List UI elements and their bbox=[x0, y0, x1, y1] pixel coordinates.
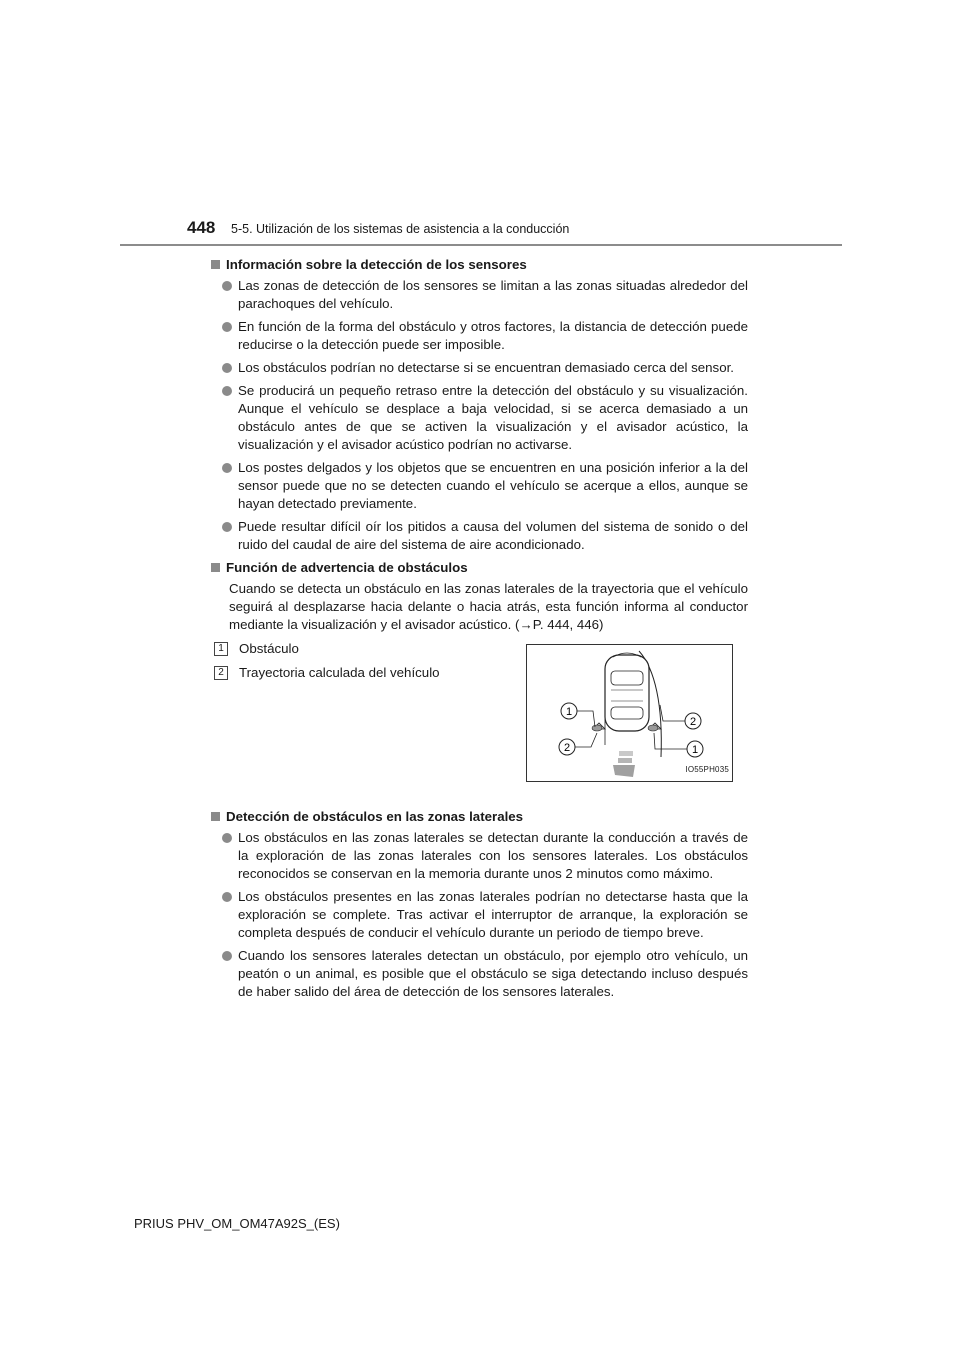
list-item-text: Puede resultar difícil oír los pitidos a causa del volumen del sistema de sonido o del ruido del caudal de aire del sistema de aire acondicionado. bbox=[238, 519, 748, 552]
callout-label: 2 bbox=[689, 716, 697, 728]
section-heading-text: Función de advertencia de obstáculos bbox=[226, 560, 468, 575]
section-heading bbox=[210, 256, 748, 274]
list-item-text: Cuando los sensores laterales detectan un obstáculo, por ejemplo otro vehículo, un peatón o un animal, es posible que el obstáculo se siga detectando incluso después de haber salido del área de detección de los sensores laterales. bbox=[238, 948, 748, 999]
leader-line bbox=[575, 733, 597, 747]
section-heading-text: Información sobre la detección de los sensores bbox=[226, 257, 527, 272]
list-item bbox=[222, 518, 748, 554]
list-item bbox=[222, 318, 748, 354]
list-item bbox=[222, 382, 748, 454]
bullet-dot-icon bbox=[222, 833, 232, 843]
list-item-text: Las zonas de detección de los sensores se limitan a las zonas situadas alrededor del parachoques del vehículo. bbox=[238, 278, 748, 311]
list-item bbox=[222, 888, 748, 942]
square-bullet-icon bbox=[211, 563, 220, 572]
square-bullet-icon bbox=[211, 812, 220, 821]
callout-label: 1 bbox=[565, 706, 573, 718]
bullet-dot-icon bbox=[222, 951, 232, 961]
list-item-text: Los postes delgados y los objetos que se encuentren en una posición inferior a la del sensor puede que no se detecten cuando el vehículo se acerque a ellos, aunque se hayan detectado previamente. bbox=[238, 460, 748, 511]
list-item bbox=[222, 359, 748, 377]
list-item-text: Los obstáculos en las zonas laterales se detectan durante la conducción a través de la exploración de las zonas laterales con los sensores laterales. Los obstáculos reconocidos se conservan en la memoria durante unos 2 minutos como máximo. bbox=[238, 830, 748, 881]
list-item bbox=[222, 459, 748, 513]
bullet-dot-icon bbox=[222, 322, 232, 332]
header-rule bbox=[120, 244, 842, 246]
legend-label: Obstáculo bbox=[239, 641, 299, 656]
callout-1-top bbox=[561, 703, 577, 719]
callout-2-left bbox=[559, 739, 575, 755]
callout-2-right bbox=[685, 713, 701, 729]
leader-line bbox=[577, 711, 595, 727]
list-item bbox=[222, 277, 748, 313]
bullet-dot-icon bbox=[222, 892, 232, 902]
callout-label: 2 bbox=[563, 742, 571, 754]
leader-line bbox=[654, 733, 687, 749]
obstacle-left-icon bbox=[592, 725, 602, 731]
callout-label: 1 bbox=[691, 744, 699, 756]
list-item-text: Los obstáculos podrían no detectarse si se encuentran demasiado cerca del sensor. bbox=[238, 360, 734, 375]
figure-area bbox=[210, 640, 748, 800]
running-header: 5-5. Utilización de los sistemas de asistencia a la conducción bbox=[231, 222, 570, 236]
reverse-direction-arrow bbox=[613, 751, 635, 777]
footer-document-code: PRIUS PHV_OM_OM47A92S_(ES) bbox=[134, 1216, 340, 1231]
legend-item bbox=[214, 664, 474, 686]
list-item bbox=[222, 829, 748, 883]
obstacle-warning-illustration bbox=[526, 644, 733, 782]
section-paragraph: Cuando se detecta un obstáculo en las zonas laterales de la trayectoria que el vehículo seguirá al desplazarse hacia delante o hacia atrás, esta función informa al conductor mediante la visualización y el avisador acústico. (→P. 444, 446) bbox=[229, 581, 748, 632]
legend-label: Trayectoria calculada del vehículo bbox=[239, 665, 440, 680]
legend-number: 1 bbox=[214, 642, 228, 656]
bullet-dot-icon bbox=[222, 522, 232, 532]
list-item-text: En función de la forma del obstáculo y otros factores, la distancia de detección puede reducirse o la detección puede ser imposible. bbox=[238, 319, 748, 352]
square-bullet-icon bbox=[211, 260, 220, 269]
bullet-dot-icon bbox=[222, 281, 232, 291]
car-icon bbox=[605, 653, 649, 731]
section-heading bbox=[210, 559, 748, 577]
legend-number: 2 bbox=[214, 666, 228, 680]
legend-item bbox=[214, 640, 474, 662]
bullet-dot-icon bbox=[222, 463, 232, 473]
page-content bbox=[210, 256, 748, 1006]
leader-line bbox=[660, 705, 685, 721]
obstacle-right-icon bbox=[648, 725, 658, 731]
callout-1-bottom bbox=[687, 741, 703, 757]
figure-legend bbox=[214, 640, 474, 688]
bullet-dot-icon bbox=[222, 363, 232, 373]
list-item-text: Se producirá un pequeño retraso entre la detección del obstáculo y su visualización. Aunque el vehículo se desplace a baja velocidad, si se acerca demasiado a un obstáculo antes de que se activen la visualización y el avisador acústico, la visualización y el avisador acústico podrían no activarse. bbox=[238, 383, 748, 452]
page-number: 448 bbox=[187, 218, 216, 237]
section-heading bbox=[210, 808, 748, 826]
list-item-text: Los obstáculos presentes en las zonas laterales podrían no detectarse hasta que la exploración se complete. Tras activar el interruptor de arranque, la exploración se completa después de conducir el vehículo durante un periodo de tiempo breve. bbox=[238, 889, 748, 940]
figure-code: IO55PH035 bbox=[685, 765, 729, 774]
section-heading-text: Detección de obstáculos en las zonas laterales bbox=[226, 809, 524, 824]
list-item bbox=[222, 947, 748, 1001]
bullet-dot-icon bbox=[222, 386, 232, 396]
